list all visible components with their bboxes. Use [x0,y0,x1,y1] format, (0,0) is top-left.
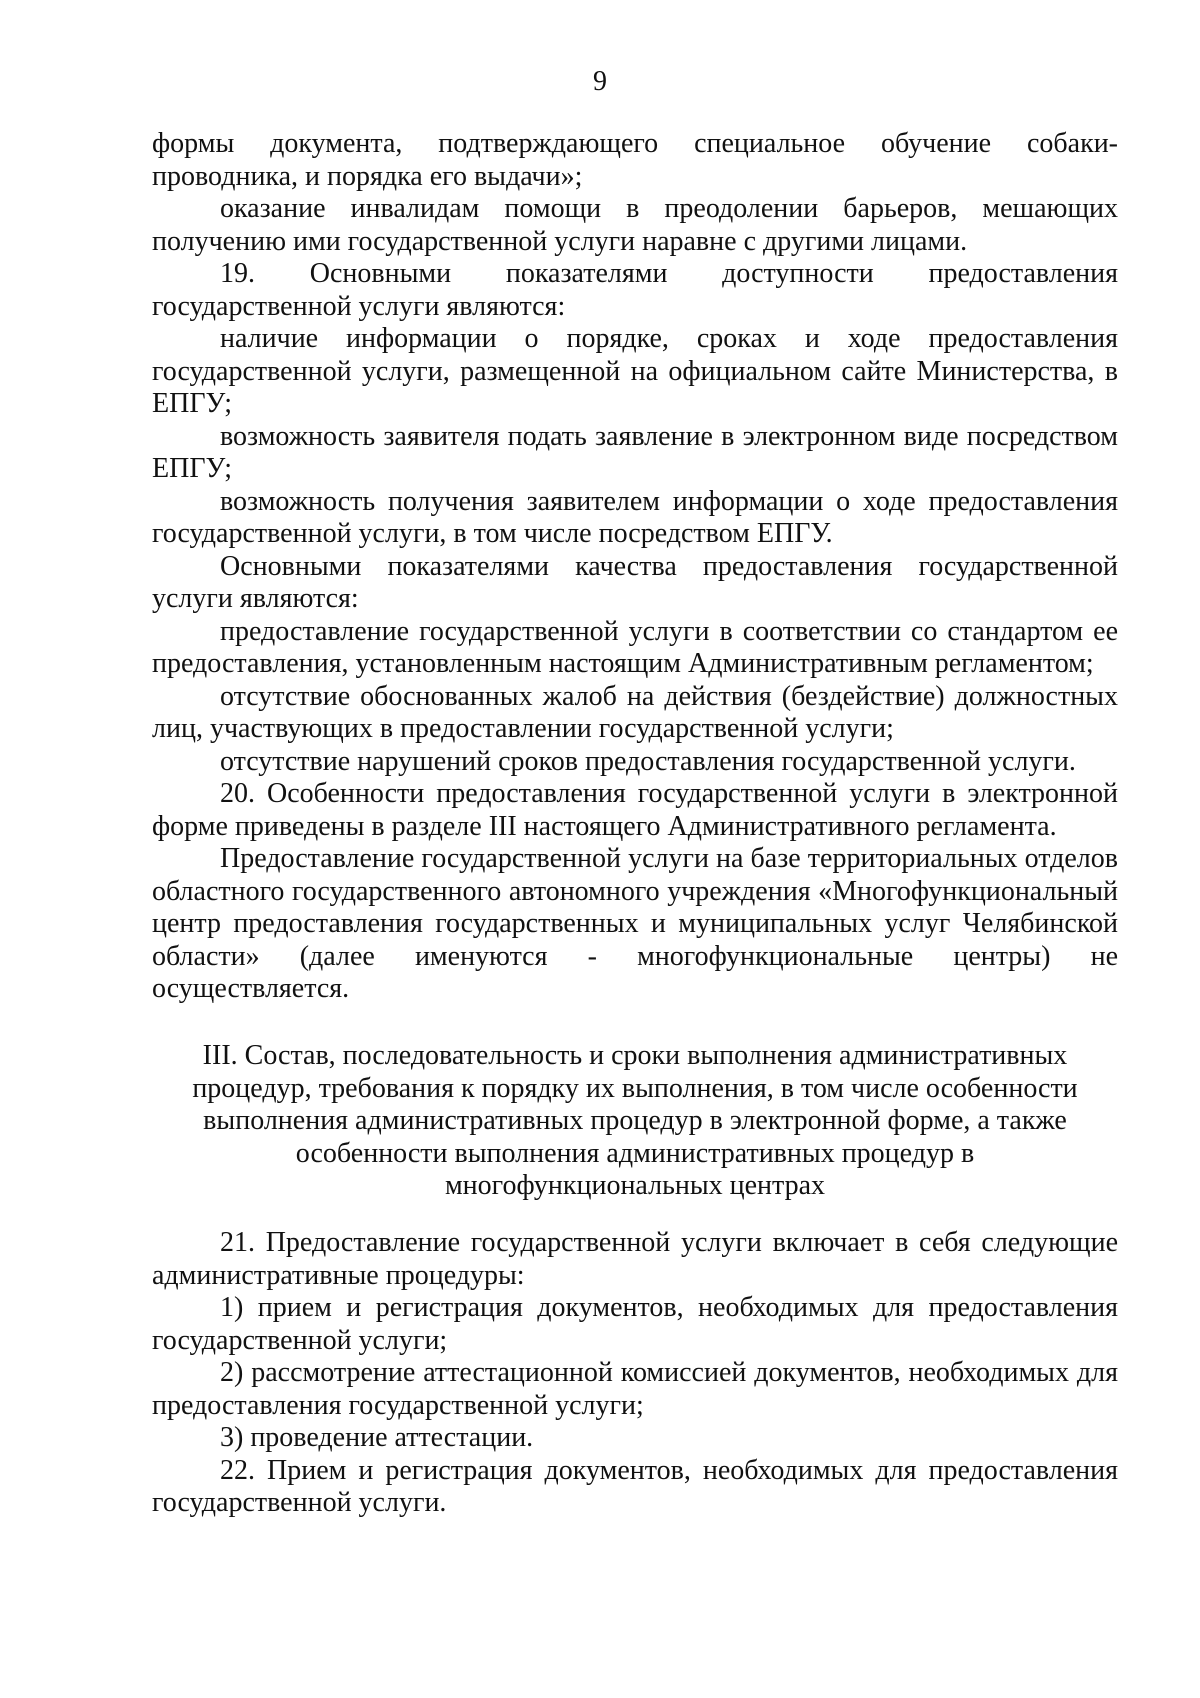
body-text-top [152,128,1118,1006]
paragraph: 20. Особенности предоставления государственной услуги в электронной форме приведены в разделе III настоящего Административного регламента. [152,778,1118,842]
paragraph: Предоставление государственной услуги на базе территориальных отделов областного государственного автономного учреждения «Многофункциональный центр предоставления государственных и муниципальных услуг Челябинской области» (далее именуются - многофункциональные центры) не осуществляется. [152,843,1118,1004]
page-number: 9 [593,66,607,97]
paragraph: 19. Основными показателями доступности предоставления государственной услуги являются: [152,258,1118,322]
paragraph: 21. Предоставление государственной услуги включает в себя следующие административные процедуры: [152,1227,1118,1291]
heading-line: III. Состав, последовательность и сроки выполнения административных [202,1040,1068,1071]
section-heading [152,1040,1118,1203]
paragraph: предоставление государственной услуги в соответствии со стандартом ее предоставления, установленным настоящим Административным регламентом; [152,615,1118,679]
heading-line: выполнения административных процедур в электронной форме, а также [203,1105,1067,1136]
heading-line: процедур, требования к порядку их выполнения, в том числе особенности [192,1072,1078,1104]
paragraph: 22. Прием и регистрация документов, необходимых для предоставления государственной услуги. [152,1454,1118,1518]
paragraph: оказание инвалидам помощи в преодолении барьеров, мешающих получению ими государственной услуги наравне с другими лицами. [152,193,1118,257]
paragraph: наличие информации о порядке, сроках и ходе предоставления государственной услуги, размещенной на официальном сайте Министерства, в ЕПГУ; [152,323,1118,419]
paragraph: возможность заявителя подать заявление в электронном виде посредством ЕПГУ; [152,420,1118,484]
paragraph: отсутствие нарушений сроков предоставления государственной услуги. [220,745,1076,777]
paragraph: Основными показателями качества предоставления государственной услуги являются: [152,550,1118,614]
paragraph: 1) прием и регистрация документов, необходимых для предоставления государственной услуги; [152,1292,1118,1356]
paragraph: формы документа, подтверждающего специальное обучение собаки-проводника, и порядка его выдачи»; [152,128,1118,192]
paragraph: отсутствие обоснованных жалоб на действия (бездействие) должностных лиц, участвующих в предоставлении государственной услуги; [152,680,1118,744]
heading-line: особенности выполнения административных процедур в [295,1137,975,1169]
heading-line: многофункциональных центрах [444,1170,826,1201]
body-text-bottom [152,1227,1118,1520]
paragraph: возможность получения заявителем информации о ходе предоставления государственной услуги, в том числе посредством ЕПГУ. [152,485,1118,549]
paragraph: 3) проведение аттестации. [220,1422,534,1453]
paragraph: 2) рассмотрение аттестационной комиссией документов, необходимых для предоставления государственной услуги; [152,1357,1118,1421]
